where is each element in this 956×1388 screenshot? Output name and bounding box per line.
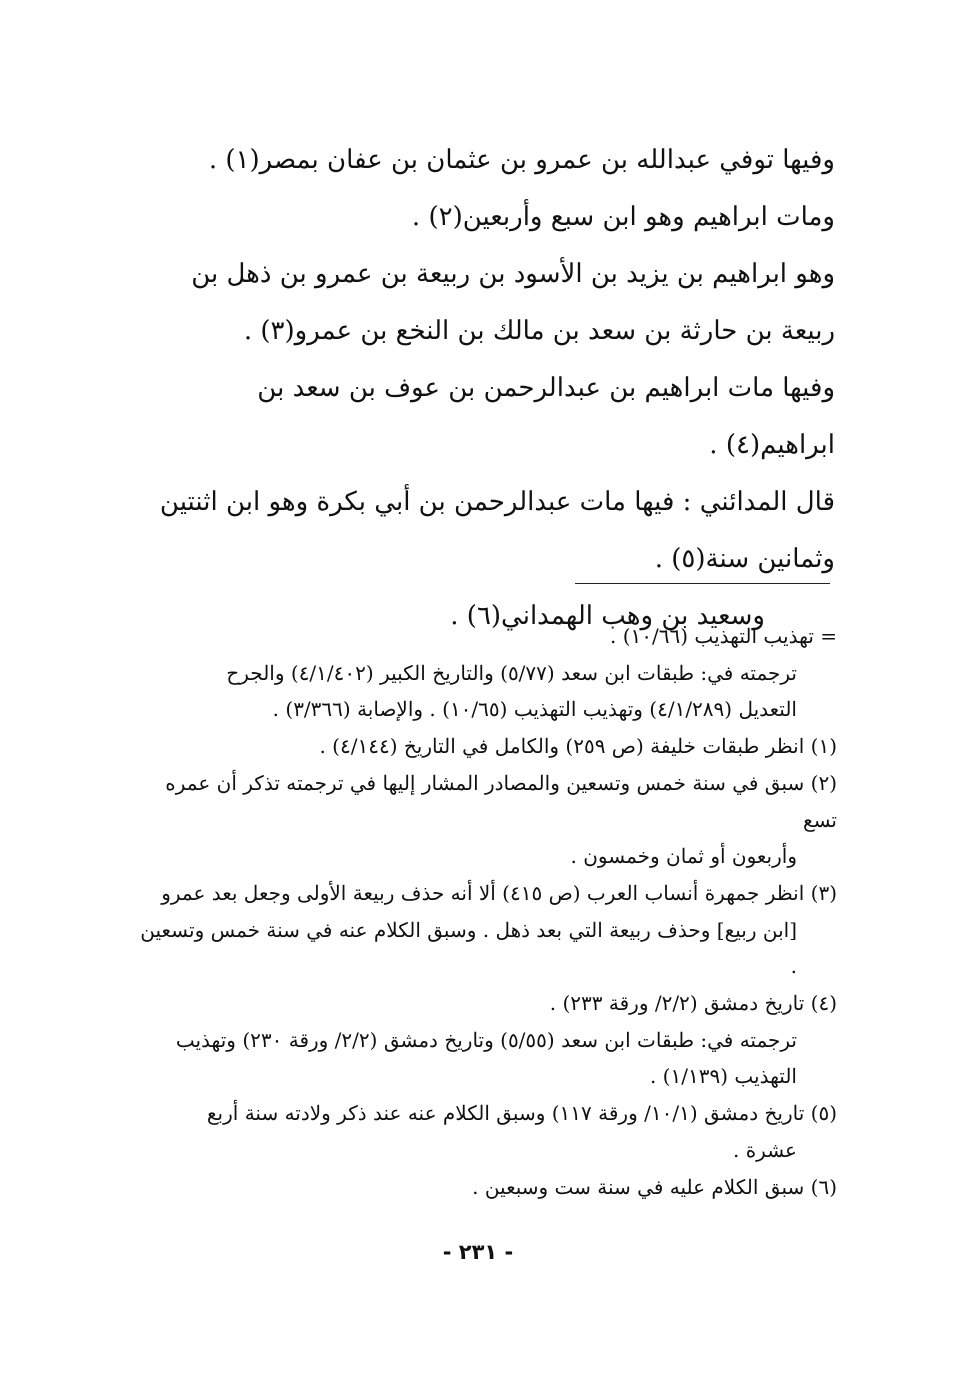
footnote-5: (٥) تاريخ دمشق (١٠/١/ ورقة ١١٧) وسبق الكلام عنه عند ذكر ولادته سنة أربع: [206, 1101, 837, 1126]
footnote-1: (١) انظر طبقات خليفة (ص ٢٥٩) والكامل في التاريخ (٤/١٤٤) .: [319, 734, 837, 759]
main-text: [135, 132, 835, 645]
page-number: - ٢٣١ -: [442, 1240, 514, 1264]
main-line-7: قال المدائني : فيها مات عبدالرحمن بن أبي بكرة وهو ابن اثنتين: [159, 487, 835, 517]
footnote-3: (٣) انظر جمهرة أنساب العرب (ص ٤١٥) ألا أنه حذف ربيعة الأولى وجعل بعد عمرو: [161, 880, 837, 905]
main-line-4: ربيعة بن حارثة بن سعد بن مالك بن النخع بن عمرو(٣) .: [243, 316, 835, 346]
footnote-line: = تهذيب التهذيب (١٠/٦٦) .: [610, 624, 837, 648]
main-line-9: وسعيد بن وهب الهمداني(٦) .: [450, 601, 765, 631]
footnote-line: التهذيب (١/١٣٩) .: [649, 1064, 797, 1089]
main-line-6: ابراهيم(٤) .: [709, 430, 835, 460]
footnote-line: ترجمته في: طبقات ابن سعد (٥/٧٧) والتاريخ الكبير (٤/١/٤٠٢) والجرح: [226, 660, 797, 685]
main-line-1: وفيها توفي عبدالله بن عمرو بن عثمان بن عفان بمصر(١) .: [208, 145, 835, 175]
footnote-2: (٢) سبق في سنة خمس وتسعين والمصادر المشار إليها في ترجمته تذكر أن عمره تسع: [165, 770, 837, 832]
footnote-line: وأربعون أو ثمان وخمسون .: [570, 844, 797, 869]
footnote-6: (٦) سبق الكلام عليه في سنة ست وسبعين .: [472, 1174, 837, 1199]
footnote-separator: [575, 583, 830, 584]
main-line-5: وفيها مات ابراهيم بن عبدالرحمن بن عوف بن سعد بن: [257, 373, 835, 403]
footnotes: [135, 618, 837, 1205]
main-line-2: ومات ابراهيم وهو ابن سبع وأربعين(٢) .: [411, 202, 835, 232]
footnote-line: [ابن ربيع] وحذف ربيعة التي بعد ذهل . وسبق الكلام عنه في سنة خمس وتسعين .: [140, 917, 797, 979]
footnote-line: ترجمته في: طبقات ابن سعد (٥/٥٥) وتاريخ دمشق (٢/٢/ ورقة ٢٣٠) وتهذيب: [175, 1027, 797, 1052]
footnote-line: عشرة .: [732, 1137, 797, 1162]
main-line-8: وثمانين سنة(٥) .: [654, 544, 835, 574]
footnote-line: التعديل (٤/١/٢٨٩) وتهذيب التهذيب (١٠/٦٥) . والإصابة (٣/٣٦٦) .: [272, 697, 797, 722]
main-line-3: وهو ابراهيم بن يزيد بن الأسود بن ربيعة بن عمرو بن ذهل بن: [191, 259, 835, 289]
footnote-4: (٤) تاريخ دمشق (٢/٢/ ورقة ٢٣٣) .: [549, 991, 837, 1016]
